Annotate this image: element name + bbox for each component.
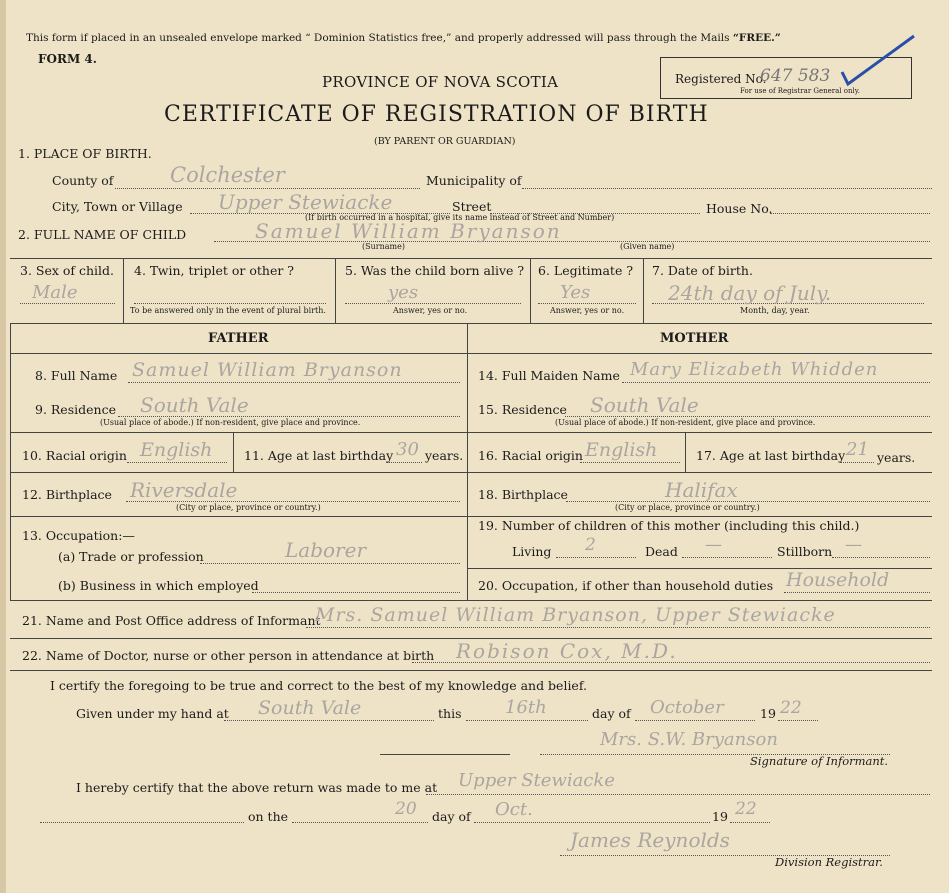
- reg-year-prefix: 19: [712, 809, 728, 824]
- registered-number: 647 583: [760, 66, 831, 86]
- mother-heading: MOTHER: [660, 331, 729, 346]
- mother-age-label: 17. Age at last birthday: [696, 448, 846, 463]
- father-birthplace-label: 12. Birthplace: [22, 487, 112, 502]
- hospital-note: (If birth occurred in a hospital, give its name instead of Street and Number): [305, 213, 615, 222]
- place-of-birth-heading: 1. PLACE OF BIRTH.: [18, 146, 152, 161]
- province-heading: PROVINCE OF NOVA SCOTIA: [322, 73, 559, 91]
- dead-value: —: [705, 535, 722, 555]
- doctor-value: Robison Cox, M.D.: [456, 639, 678, 663]
- house-no-label: House No.: [706, 201, 773, 216]
- date-of-birth-label: 7. Date of birth.: [652, 263, 753, 278]
- sex-label: 3. Sex of child.: [20, 263, 115, 278]
- county-value: Colchester: [170, 163, 285, 187]
- father-abode-note: (Usual place of abode.) If non-resident, give place and province.: [100, 418, 361, 427]
- page-title: CERTIFICATE OF REGISTRATION OF BIRTH: [164, 102, 709, 127]
- legitimate-label: 6. Legitimate ?: [538, 263, 634, 278]
- surname-caption: (Surname): [362, 242, 405, 251]
- mother-birthplace-label: 18. Birthplace: [478, 487, 568, 502]
- doctor-label: 22. Name of Doctor, nurse or other person in attendance at birth: [22, 648, 435, 663]
- born-alive-label: 5. Was the child born alive ?: [345, 263, 525, 278]
- mother-occupation-label: 20. Occupation, if other than household duties: [478, 578, 774, 593]
- father-name-value: Samuel William Bryanson: [132, 359, 403, 381]
- informant-value: Mrs. Samuel William Bryanson, Upper Stewiacke: [315, 604, 836, 626]
- reg-month-value: Oct.: [495, 799, 533, 820]
- informant-label: 21. Name and Post Office address of Informant: [22, 613, 321, 628]
- father-residence-value: South Vale: [140, 393, 249, 417]
- this-label: this: [438, 706, 462, 721]
- postal-notice: This form if placed in an unsealed envelope marked “ Dominion Statistics free,” and properly addressed will pass through the Mails “FREE.”: [26, 32, 781, 44]
- cert-year-value: 22: [780, 698, 802, 718]
- blue-check-mark: [838, 32, 918, 88]
- return-place-value: Upper Stewiacke: [458, 770, 615, 791]
- cert-year-prefix: 19: [760, 706, 776, 721]
- living-label: Living: [512, 544, 552, 559]
- trade-value: Laborer: [285, 538, 367, 562]
- father-birthplace-value: Riversdale: [130, 478, 238, 502]
- mother-name-value: Mary Elizabeth Whidden: [630, 359, 879, 380]
- father-racial-value: English: [140, 439, 213, 461]
- mother-abode-note: (Usual place of abode.) If non-resident, give place and province.: [555, 418, 816, 427]
- mother-city-note: (City or place, province or country.): [615, 503, 760, 512]
- children-count-label: 19. Number of children of this mother (including this child.): [478, 518, 860, 533]
- dead-label: Dead: [645, 544, 678, 559]
- father-name-label: 8. Full Name: [35, 368, 118, 383]
- reg-day-value: 20: [395, 799, 417, 819]
- father-residence-label: 9. Residence: [35, 402, 116, 417]
- stillborn-value: —: [845, 535, 862, 555]
- father-age-label: 11. Age at last birthday: [244, 448, 394, 463]
- stillborn-label: Stillborn: [777, 544, 833, 559]
- mother-years-label: years.: [877, 450, 916, 465]
- registered-label: Registered No.: [675, 72, 767, 86]
- father-age-value: 30: [396, 439, 419, 460]
- registrar-signature: James Reynolds: [570, 828, 730, 852]
- given-place-value: South Vale: [258, 697, 362, 719]
- father-heading: FATHER: [208, 331, 269, 346]
- cert-day-of-label: day of: [592, 706, 631, 721]
- father-years-label: years.: [425, 448, 464, 463]
- living-value: 2: [585, 535, 596, 555]
- mother-racial-label: 16. Racial origin: [478, 448, 583, 463]
- on-the-label: on the: [248, 809, 289, 824]
- trade-label: (a) Trade or profession: [58, 549, 204, 564]
- born-alive-value: yes: [388, 282, 419, 303]
- date-of-birth-note: Month, day, year.: [740, 306, 810, 315]
- county-label: County of: [52, 173, 114, 188]
- legitimate-value: Yes: [560, 282, 591, 303]
- informant-signature-caption: Signature of Informant.: [750, 754, 889, 768]
- legitimate-note: Answer, yes or no.: [550, 306, 625, 315]
- father-city-note: (City or place, province or country.): [176, 503, 321, 512]
- municipality-label: Municipality of: [426, 173, 522, 188]
- cert-month-value: October: [650, 697, 724, 718]
- father-racial-label: 10. Racial origin: [22, 448, 127, 463]
- mother-residence-label: 15. Residence: [478, 402, 567, 417]
- mother-racial-value: English: [585, 439, 658, 461]
- mother-occupation-value: Household: [786, 569, 890, 591]
- registrar-use-note: For use of Registrar General only.: [740, 87, 860, 95]
- city-label: City, Town or Village: [52, 199, 183, 214]
- mother-birthplace-value: Halifax: [665, 478, 738, 502]
- informant-signature: Mrs. S.W. Bryanson: [600, 729, 778, 750]
- form-number: FORM 4.: [38, 52, 97, 66]
- father-occupation-label: 13. Occupation:—: [22, 528, 135, 543]
- reg-year-value: 22: [735, 799, 757, 819]
- twin-note: To be answered only in the event of plural birth.: [130, 306, 326, 315]
- city-value: Upper Stewiacke: [218, 190, 393, 214]
- date-of-birth-value: 24th day of July.: [668, 281, 832, 305]
- street-label: Street: [452, 199, 492, 214]
- mother-age-value: 21: [846, 439, 869, 460]
- child-name-value: Samuel William Bryanson: [255, 219, 562, 243]
- twin-label: 4. Twin, triplet or other ?: [134, 263, 294, 278]
- mother-name-label: 14. Full Maiden Name: [478, 368, 620, 383]
- business-label: (b) Business in which employed: [58, 578, 259, 593]
- mother-residence-value: South Vale: [590, 393, 699, 417]
- registrar-caption: Division Registrar.: [775, 855, 883, 869]
- reg-day-of-label: day of: [432, 809, 471, 824]
- cert-day-value: 16th: [505, 697, 547, 718]
- given-label: Given under my hand at: [76, 706, 229, 721]
- return-label: I hereby certify that the above return was made to me at: [76, 780, 438, 795]
- child-name-label: 2. FULL NAME OF CHILD: [18, 227, 187, 242]
- page-subtitle: (BY PARENT OR GUARDIAN): [374, 136, 516, 147]
- certification-statement: I certify the foregoing to be true and correct to the best of my knowledge and belief.: [50, 678, 587, 693]
- given-name-caption: (Given name): [620, 242, 675, 251]
- born-alive-note: Answer, yes or no.: [393, 306, 468, 315]
- sex-value: Male: [32, 282, 78, 303]
